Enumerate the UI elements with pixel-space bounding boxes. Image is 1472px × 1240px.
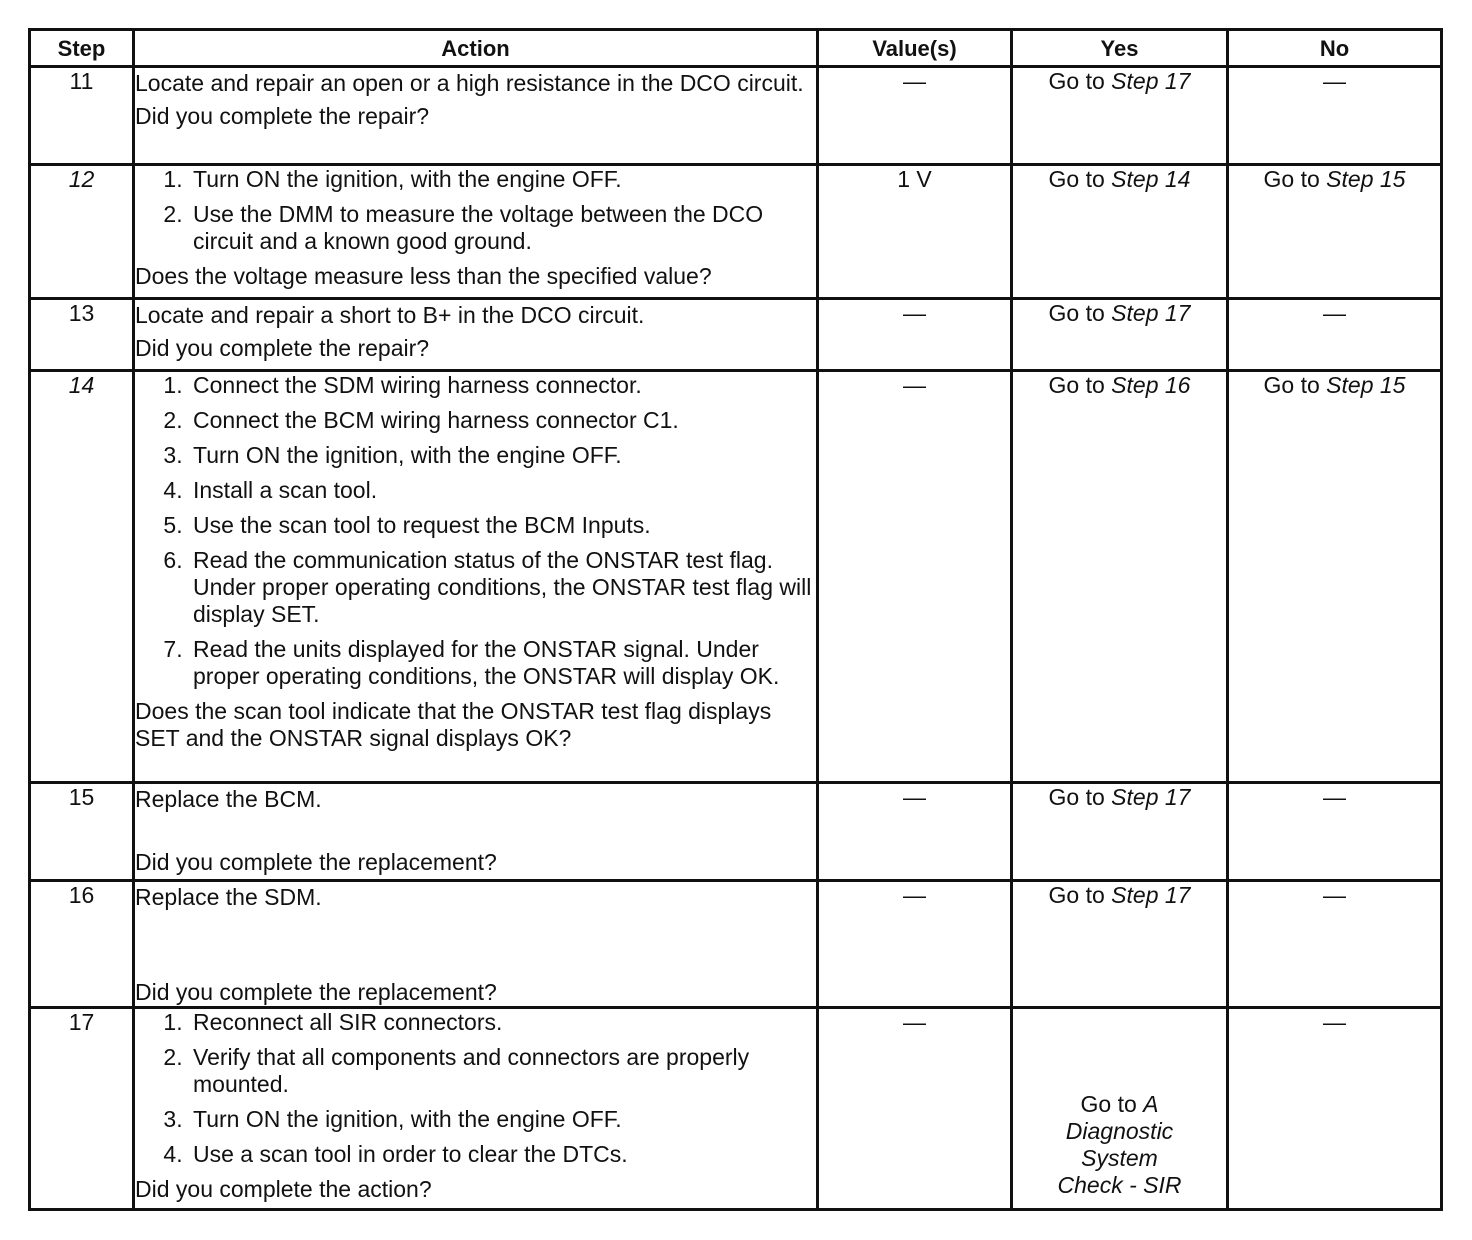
yes-cell xyxy=(1012,371,1228,783)
yes-target: Step 16 xyxy=(1111,372,1191,398)
value-cell: — xyxy=(818,67,1012,165)
action-cell xyxy=(134,165,818,299)
go-to-prefix: Go to xyxy=(1048,372,1105,398)
action-question: Does the voltage measure less than the specified value? xyxy=(135,263,712,289)
go-to-prefix: Go to xyxy=(1048,166,1105,192)
yes-cell xyxy=(1012,299,1228,371)
step-number: 14 xyxy=(30,371,134,783)
value-cell: — xyxy=(818,299,1012,371)
list-item: 2. Verify that all components and connectors are properly mounted. xyxy=(189,1044,816,1098)
value-cell: 1 V xyxy=(818,165,1012,299)
no-cell: — xyxy=(1228,299,1442,371)
action-text: Replace the BCM. xyxy=(135,786,322,812)
table-row xyxy=(30,165,1442,299)
list-item: 2. Connect the BCM wiring harness connector C1. xyxy=(189,407,816,434)
action-text: Replace the SDM. xyxy=(135,884,322,910)
step-number: 16 xyxy=(30,881,134,1008)
list-item: 2. Use the DMM to measure the voltage between the DCO circuit and a known good ground. xyxy=(189,201,816,255)
diagnostic-table xyxy=(28,28,1443,1211)
yes-target: Step 17 xyxy=(1111,300,1191,326)
action-cell xyxy=(134,299,818,371)
table-row xyxy=(30,881,1442,1008)
no-cell: — xyxy=(1228,881,1442,1008)
list-item: 4. Install a scan tool. xyxy=(189,477,816,504)
list-item: 1. Turn ON the ignition, with the engine OFF. xyxy=(189,166,816,193)
list-item: 3. Turn ON the ignition, with the engine OFF. xyxy=(189,1106,816,1133)
go-to-prefix: Go to xyxy=(1048,784,1105,810)
table-row xyxy=(30,1008,1442,1210)
action-cell xyxy=(134,881,818,1008)
go-to-prefix: Go to xyxy=(1048,882,1105,908)
no-cell xyxy=(1228,371,1442,783)
list-item: 4. Use a scan tool in order to clear the DTCs. xyxy=(189,1141,816,1168)
yes-target: Step 17 xyxy=(1111,68,1191,94)
yes-target: Check - SIR xyxy=(1057,1172,1182,1198)
step-number: 11 xyxy=(30,67,134,165)
action-cell xyxy=(134,371,818,783)
yes-cell xyxy=(1012,783,1228,881)
no-cell xyxy=(1228,165,1442,299)
go-to-prefix: Go to xyxy=(1048,68,1105,94)
list-item: 6. Read the communication status of the ONSTAR test flag. Under proper operating conditions, the ONSTAR test flag will display SET. xyxy=(189,547,816,628)
no-cell: — xyxy=(1228,67,1442,165)
value-cell: — xyxy=(818,783,1012,881)
action-text: Locate and repair an open or a high resistance in the DCO circuit. xyxy=(135,70,804,96)
action-question: Did you complete the repair? xyxy=(135,335,430,361)
list-item: 3. Turn ON the ignition, with the engine OFF. xyxy=(189,442,816,469)
header-values: Value(s) xyxy=(818,30,1012,67)
yes-cell xyxy=(1012,165,1228,299)
go-to-prefix: Go to xyxy=(1263,166,1320,192)
list-item: 5. Use the scan tool to request the BCM Inputs. xyxy=(189,512,816,539)
yes-cell xyxy=(1012,67,1228,165)
go-to-prefix: Go to xyxy=(1048,300,1105,326)
table-row xyxy=(30,299,1442,371)
header-no: No xyxy=(1228,30,1442,67)
step-number: 17 xyxy=(30,1008,134,1210)
action-cell xyxy=(134,783,818,881)
action-steps xyxy=(135,1009,816,1168)
go-to-prefix: Go to xyxy=(1263,372,1320,398)
value-cell: — xyxy=(818,1008,1012,1210)
spacer xyxy=(135,917,816,979)
yes-target: Step 17 xyxy=(1111,784,1191,810)
no-target: Step 15 xyxy=(1326,372,1406,398)
step-number: 15 xyxy=(30,783,134,881)
action-steps xyxy=(135,166,816,255)
header-row xyxy=(30,30,1442,67)
go-to-prefix: Go to xyxy=(1080,1091,1137,1117)
value-cell: — xyxy=(818,371,1012,783)
list-item: 1. Connect the SDM wiring harness connector. xyxy=(189,372,816,399)
yes-cell xyxy=(1012,1008,1228,1210)
list-item: 7. Read the units displayed for the ONSTAR signal. Under proper operating conditions, the ONSTAR will display OK. xyxy=(189,636,816,690)
table-row xyxy=(30,67,1442,165)
yes-target: A xyxy=(1143,1091,1159,1117)
action-question: Does the scan tool indicate that the ONSTAR test flag displays SET and the ONSTAR signal displays OK? xyxy=(135,698,772,751)
yes-target: Step 14 xyxy=(1111,166,1191,192)
step-number: 13 xyxy=(30,299,134,371)
action-cell xyxy=(134,67,818,165)
list-item: 1. Reconnect all SIR connectors. xyxy=(189,1009,816,1036)
action-text: Locate and repair a short to B+ in the DCO circuit. xyxy=(135,302,645,328)
yes-target: Step 17 xyxy=(1111,882,1191,908)
no-target: Step 15 xyxy=(1326,166,1406,192)
spacer xyxy=(135,819,816,849)
header-step: Step xyxy=(30,30,134,67)
yes-cell xyxy=(1012,881,1228,1008)
no-cell: — xyxy=(1228,783,1442,881)
header-yes: Yes xyxy=(1012,30,1228,67)
action-question: Did you complete the replacement? xyxy=(135,849,497,875)
table-row xyxy=(30,371,1442,783)
no-cell: — xyxy=(1228,1008,1442,1210)
step-number: 12 xyxy=(30,165,134,299)
action-question: Did you complete the action? xyxy=(135,1176,432,1202)
action-steps xyxy=(135,372,816,690)
action-question: Did you complete the replacement? xyxy=(135,979,497,1005)
value-cell: — xyxy=(818,881,1012,1008)
header-action: Action xyxy=(134,30,818,67)
action-cell xyxy=(134,1008,818,1210)
table-row xyxy=(30,783,1442,881)
action-question: Did you complete the repair? xyxy=(135,103,430,129)
yes-target: Diagnostic xyxy=(1065,1118,1174,1144)
yes-target: System xyxy=(1081,1145,1158,1171)
